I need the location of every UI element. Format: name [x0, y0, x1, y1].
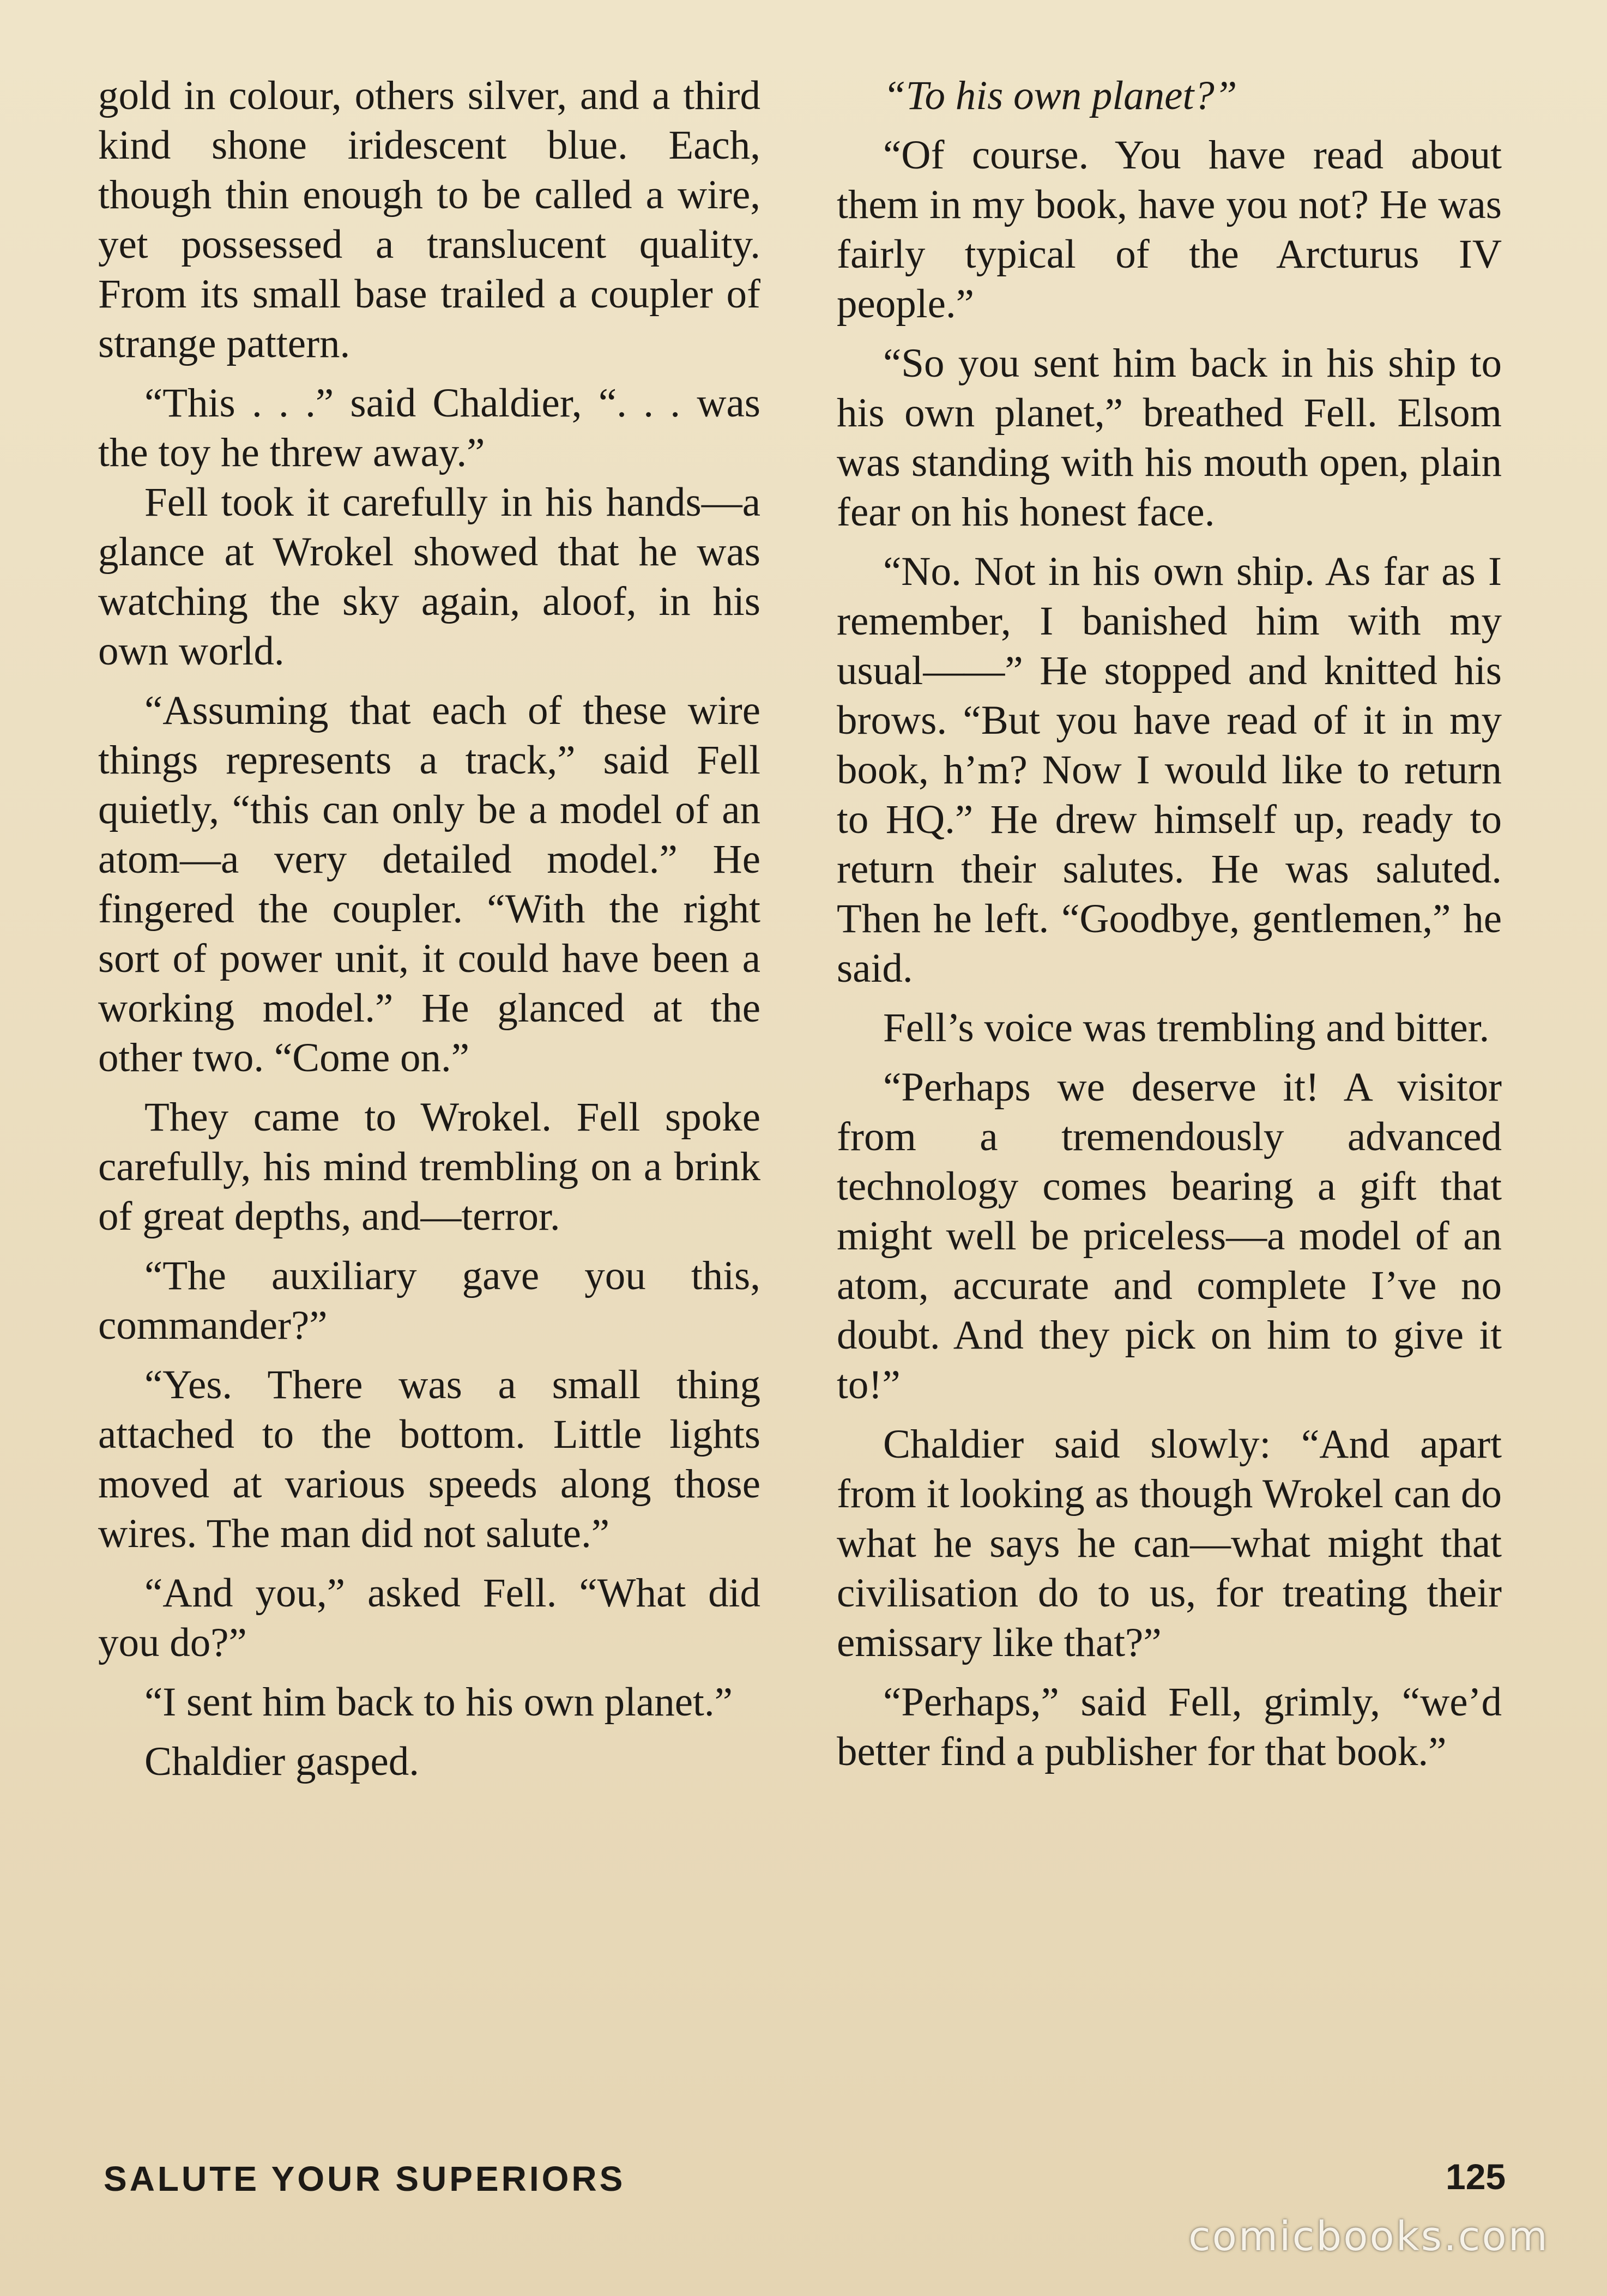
left-text-column: [98, 71, 760, 1796]
right-text-column: [837, 71, 1502, 1786]
paragraph: “Of course. You have read about them in my book, have you not? He was fairly typical of the Arcturus IV people.”: [837, 132, 1502, 327]
paragraph: Fell took it carefully in his hands—a glance at Wrokel showed that he was watching the sky again, aloof, in his own world.: [98, 480, 760, 674]
running-footer-title: SALUTE YOUR SUPERIORS: [104, 2159, 626, 2198]
paragraph: “To his own planet?”: [883, 73, 1237, 118]
paragraph: Fell’s voice was trembling and bitter.: [883, 1005, 1490, 1050]
paragraph: “The auxiliary gave you this, commander?”: [98, 1253, 760, 1348]
paragraph: “Perhaps,” said Fell, grimly, “we’d better find a publisher for that book.”: [837, 1679, 1502, 1774]
paragraph: “Yes. There was a small thing attached to the bottom. Little lights moved at various speeds along those wires. The man did not salute.”: [98, 1362, 760, 1556]
paragraph: “So you sent him back in his ship to his own planet,” breathed Fell. Elsom was standing with his mouth open, plain fear on his honest face.: [837, 341, 1502, 535]
paragraph: Chaldier said slowly: “And apart from it looking as though Wrokel can do what he says he can—what might that civilisation do to us, for treating their emissary like that?”: [837, 1422, 1502, 1665]
paragraph: They came to Wrokel. Fell spoke carefully, his mind trembling on a brink of great depths, and—terror.: [98, 1095, 760, 1239]
paragraph: “Perhaps we deserve it! A visitor from a tremendously advanced technology comes bearing a gift that might well be priceless—a model of an atom, accurate and complete I’ve no doubt. And they pick on him to give it to!”: [837, 1065, 1502, 1407]
page-number: 125: [1446, 2156, 1506, 2197]
paragraph: “No. Not in his own ship. As far as I remember, I banished him with my usual——” He stopped and knitted his brows. “But you have read of it in my book, h’m? Now I would like to return to HQ.” He drew himself up, ready to return their salutes. He was saluted. Then he left. “Goodbye, gentlemen,” he said.: [837, 549, 1502, 991]
paragraph: “And you,” asked Fell. “What did you do?”: [98, 1570, 760, 1665]
paragraph: “Assuming that each of these wire things represents a track,” said Fell quietly, “this can only be a model of an atom—a very detailed model.” He fingered the coupler. “With the right sort of power unit, it could have been a working model.” He glanced at the other two. “Come on.”: [98, 688, 760, 1080]
watermark: comicbooks.com: [1188, 2213, 1549, 2260]
paragraph: “This . . .” said Chaldier, “. . . was the toy he threw away.”: [98, 380, 760, 475]
paragraph: “I sent him back to his own planet.”: [144, 1679, 733, 1725]
paragraph: gold in colour, others silver, and a third kind shone iridescent blue. Each, though thin enough to be called a wire, yet possessed a translucent quality. From its small base trailed a coupler of strange pattern.: [98, 73, 760, 366]
paragraph: Chaldier gasped.: [144, 1739, 420, 1784]
